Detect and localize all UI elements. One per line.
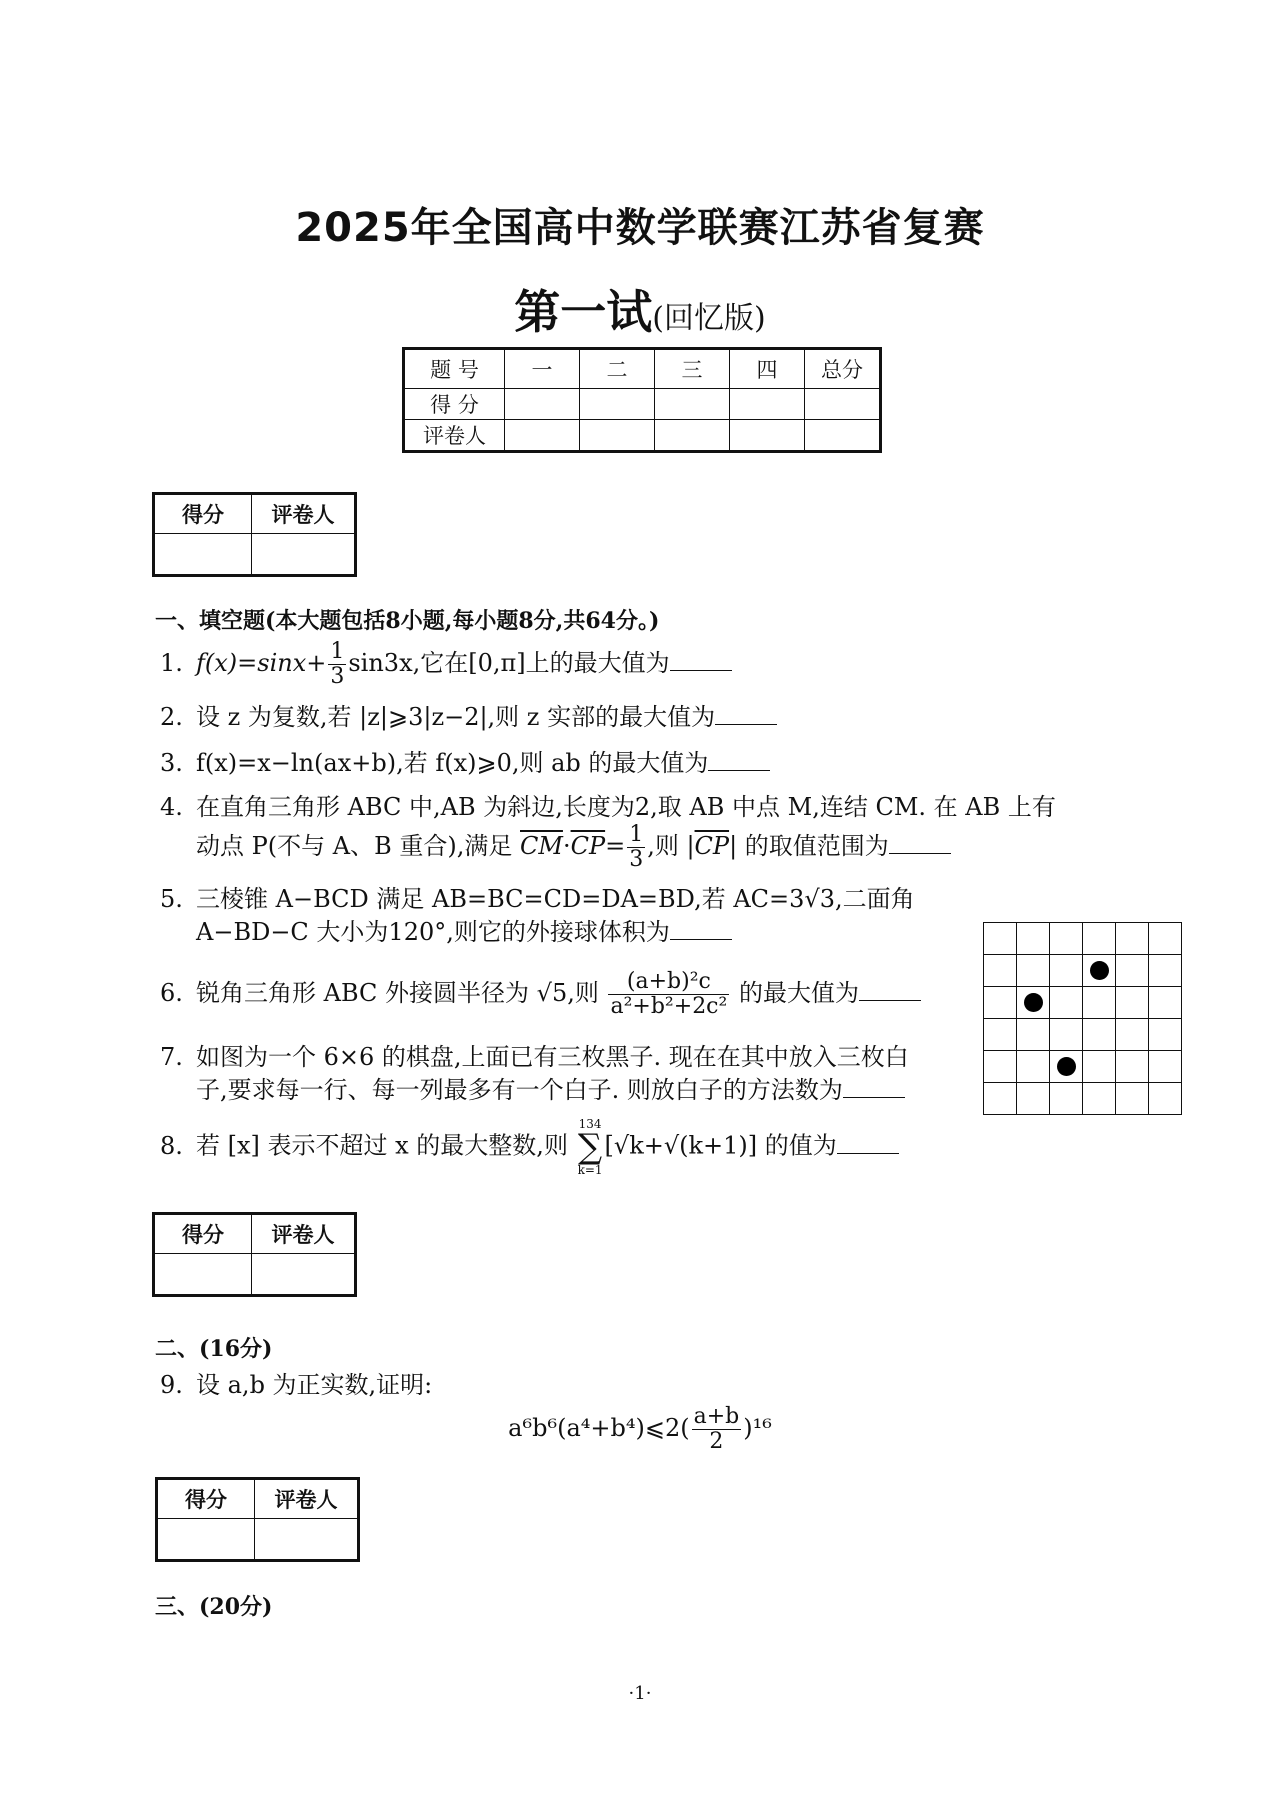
score-row-label: 得 分 — [404, 389, 505, 420]
board-cell — [1017, 923, 1050, 955]
grader-box-grader-label: 评卷人 — [252, 494, 356, 534]
board-cell — [1017, 1051, 1050, 1083]
fraction: $\frac{a+b}{2}$ — [693, 1404, 740, 1455]
question-7: 7. 如图为一个 6×6 的棋盘,上面已有三枚黑子. 现在在其中放入三枚白 子,要求每一行、每一列最多有一个白子. 则放白子的方法数为 — [160, 1043, 909, 1105]
board-cell — [1017, 987, 1050, 1019]
board-cell — [1116, 923, 1149, 955]
score-cell — [505, 389, 580, 420]
question-3: 3. f(x)=x−ln(ax+b),若 f(x)⩾0,则 ab 的最大值为 — [160, 746, 770, 779]
grader-box-score-label: 得分 — [154, 494, 252, 534]
page-number: ·1· — [628, 1683, 652, 1704]
grader-box-grader-label: 评卷人 — [255, 1479, 359, 1519]
grader-box — [152, 1212, 357, 1297]
question-2: 2. 设 z 为复数,若 |z|⩾3|z−2|,则 z 实部的最大值为 — [160, 700, 777, 733]
score-header-cell: 题 号 — [404, 349, 505, 389]
score-header-cell: 总分 — [805, 349, 881, 389]
black-stone — [1057, 1057, 1076, 1076]
answer-blank[interactable] — [859, 976, 921, 1001]
score-header-cell: 三 — [655, 349, 730, 389]
score-header-cell: 二 — [580, 349, 655, 389]
board-cell — [984, 955, 1017, 987]
board-cell — [1149, 955, 1182, 987]
score-row-label: 评卷人 — [404, 420, 505, 452]
score-cell — [505, 420, 580, 452]
board-cell — [1149, 923, 1182, 955]
board-cell — [1083, 955, 1116, 987]
board-cell — [1017, 1083, 1050, 1115]
board-cell — [1116, 955, 1149, 987]
score-header-cell: 四 — [730, 349, 805, 389]
board-cell — [1050, 987, 1083, 1019]
score-cell — [655, 389, 730, 420]
board-cell — [984, 923, 1017, 955]
score-cell — [580, 420, 655, 452]
question-8: 8. 若 [x] 表示不超过 x 的最大整数,则 134 ∑ k=1[√k+√(k+1)] 的值为 — [160, 1118, 899, 1176]
score-cell — [805, 420, 881, 452]
grader-box-grader-label: 评卷人 — [252, 1214, 356, 1254]
grader-box-cell — [157, 1519, 255, 1561]
answer-blank[interactable] — [889, 829, 951, 854]
page-subtitle — [0, 276, 1280, 342]
answer-blank[interactable] — [670, 915, 732, 940]
score-table — [402, 347, 882, 453]
summation: 134 ∑ k=1 — [577, 1117, 603, 1177]
board-cell — [1149, 987, 1182, 1019]
answer-blank[interactable] — [708, 746, 770, 771]
score-cell — [730, 389, 805, 420]
black-stone — [1024, 993, 1043, 1012]
section2-heading: 二、(16分) — [155, 1336, 273, 1362]
inequality-formula: a⁶b⁶(a⁴+b⁴)⩽2( $\frac{a+b}{2}$ )¹⁶ — [508, 1404, 772, 1455]
section3-heading: 三、(20分) — [155, 1594, 273, 1620]
grader-box-cell — [252, 1254, 356, 1296]
grader-box-cell — [154, 534, 252, 576]
board-cell — [1083, 1019, 1116, 1051]
black-stone — [1090, 961, 1109, 980]
subtitle-main: 第一试 — [514, 285, 653, 339]
board-cell — [1116, 1083, 1149, 1115]
page-title: 2025年全国高中数学联赛江苏省复赛 — [295, 205, 985, 251]
grader-box — [152, 492, 357, 577]
board-cell — [984, 1083, 1017, 1115]
grader-box-score-label: 得分 — [154, 1214, 252, 1254]
board-cell — [1083, 1083, 1116, 1115]
answer-blank[interactable] — [837, 1129, 899, 1154]
board-cell — [1050, 955, 1083, 987]
question-6: 6. 锐角三角形 ABC 外接圆半径为 √5,则 $\frac{\text{(a+b)²c}}{\text{a²+b²+2c²}}$ 的最大值为 — [160, 970, 921, 1019]
board-cell — [1149, 1083, 1182, 1115]
grader-box-cell — [255, 1519, 359, 1561]
question-9: 9. 设 a,b 为正实数,证明: — [160, 1371, 433, 1399]
answer-blank[interactable] — [715, 700, 777, 725]
board-cell — [1149, 1051, 1182, 1083]
grader-box — [155, 1477, 360, 1562]
board-cell — [984, 1019, 1017, 1051]
question-1: 1. f(x)=sinx+ $\frac{1}{3}$ sin3x,它在[0,π]上的最大值为 — [160, 640, 732, 689]
board-cell — [1017, 955, 1050, 987]
grader-box-cell — [154, 1254, 252, 1296]
score-cell — [805, 389, 881, 420]
board-cell — [1050, 1051, 1083, 1083]
answer-blank[interactable] — [670, 646, 732, 671]
board-cell — [1083, 923, 1116, 955]
board-cell — [1116, 1019, 1149, 1051]
score-cell — [730, 420, 805, 452]
subtitle-note: (回忆版) — [652, 301, 766, 336]
board-cell — [1116, 1051, 1149, 1083]
chessboard — [983, 922, 1182, 1115]
question-4: 4. 在直角三角形 ABC 中,AB 为斜边,长度为2,取 AB 中点 M,连结 CM. 在 AB 上有 动点 P(不与 A、B 重合),满足 $\overline{CM}\cdot\overline{CP}=$ $\frac{1}{3}$ ,则 $|\overline{CP}|$ 的取值范围为 — [160, 793, 1056, 873]
score-cell — [580, 389, 655, 420]
board-cell — [1050, 1019, 1083, 1051]
fraction: $\frac{1}{3}$ — [330, 639, 345, 690]
board-cell — [984, 987, 1017, 1019]
board-cell — [1050, 923, 1083, 955]
board-cell — [1116, 987, 1149, 1019]
board-cell — [1017, 1019, 1050, 1051]
score-cell — [655, 420, 730, 452]
grader-box-cell — [252, 534, 356, 576]
board-cell — [1083, 1051, 1116, 1083]
board-cell — [1149, 1019, 1182, 1051]
question-5: 5. 三棱锥 A−BCD 满足 AB=BC=CD=DA=BD,若 AC=3√3,二面角 A−BD−C 大小为120°,则它的外接球体积为 — [160, 885, 915, 947]
score-header-cell: 一 — [505, 349, 580, 389]
answer-blank[interactable] — [843, 1073, 905, 1098]
board-cell — [1083, 987, 1116, 1019]
fraction: $\frac{\text{(a+b)²c}}{\text{a²+b²+2c²}}$ — [610, 969, 728, 1020]
section1-heading: 一、填空题(本大题包括8小题,每小题8分,共64分。) — [155, 608, 660, 634]
fraction: $\frac{1}{3}$ — [629, 822, 644, 873]
grader-box-score-label: 得分 — [157, 1479, 255, 1519]
board-cell — [1050, 1083, 1083, 1115]
board-cell — [984, 1051, 1017, 1083]
